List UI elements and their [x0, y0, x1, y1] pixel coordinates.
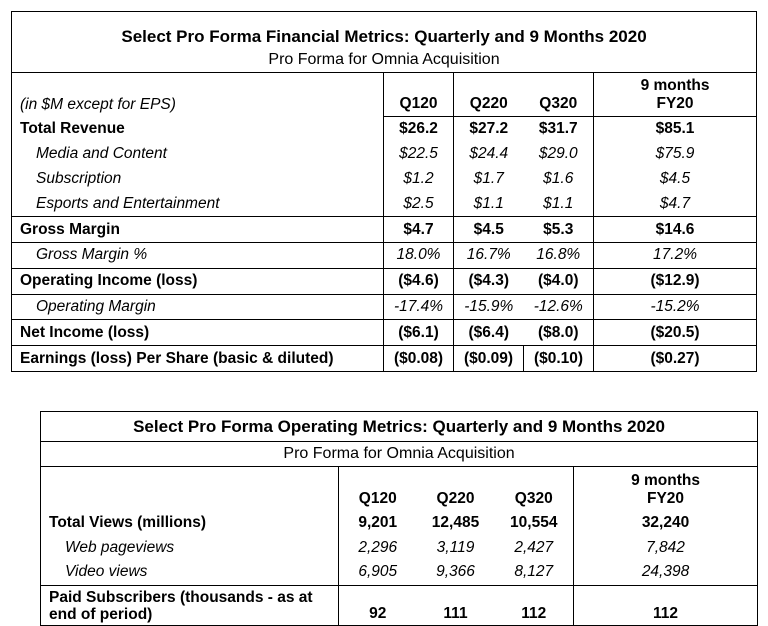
cell-value: 9,201 [339, 511, 417, 536]
table-row-operating-margin [12, 294, 757, 320]
cell-value: $1.2 [384, 167, 454, 192]
cell-value: $1.7 [454, 167, 524, 192]
cell-value: $4.7 [594, 191, 757, 216]
header-spacer [41, 467, 339, 511]
row-label: Net Income (loss) [12, 320, 384, 346]
operating-table-title: Select Pro Forma Operating Metrics: Quarterly and 9 Months 2020 [41, 412, 758, 442]
cell-value: 6,905 [339, 560, 417, 585]
financial-header-row [12, 73, 757, 117]
table-row-subscription [12, 167, 757, 192]
row-label: Esports and Entertainment [12, 191, 384, 216]
cell-value: 3,119 [436, 538, 475, 556]
cell-value: ($0.09) [454, 346, 524, 372]
column-header-q320: Q320 [524, 73, 594, 117]
row-label: Gross Margin [12, 217, 384, 243]
table-row-esports-and-entertainment [12, 191, 757, 216]
row-label: Total Views (millions) [49, 513, 207, 531]
cell-value: ($0.10) [524, 346, 594, 372]
financial-metrics-table [11, 11, 757, 372]
cell-value: 18.0% [384, 242, 454, 268]
cell-value: $27.2 [454, 117, 524, 142]
cell-value: $4.5 [594, 167, 757, 192]
cell-value: ($6.1) [384, 320, 454, 346]
cell-value: $4.7 [384, 217, 454, 243]
cell-value: $22.5 [384, 142, 454, 167]
cell-value: ($6.4) [454, 320, 524, 346]
cell-value: ($8.0) [524, 320, 594, 346]
operating-metrics-table [40, 411, 758, 626]
column-header-q120: Q120 [384, 73, 454, 117]
cell-value: $85.1 [594, 117, 757, 142]
cell-value: 10,554 [510, 513, 558, 531]
cell-value: 9,366 [417, 560, 495, 585]
table-row-net-income [12, 320, 757, 346]
cell-value: ($4.0) [524, 268, 594, 294]
cell-value: $2.5 [384, 191, 454, 216]
column-header-q220: Q220 [454, 73, 524, 117]
operating-table-subtitle: Pro Forma for Omnia Acquisition [41, 442, 758, 467]
cell-value: ($4.6) [384, 268, 454, 294]
row-label: Gross Margin % [12, 242, 384, 268]
financial-table-subtitle: Pro Forma for Omnia Acquisition [12, 48, 757, 73]
cell-value: $29.0 [538, 145, 578, 163]
unit-note: (in $M except for EPS) [20, 95, 176, 113]
cell-value: $31.7 [538, 120, 578, 138]
cell-value: 7,842 [574, 535, 758, 560]
cell-value: 32,240 [574, 511, 758, 536]
column-header-q320: Q320 [514, 489, 553, 507]
row-label: Web pageviews [65, 538, 175, 556]
cell-value: 112 [574, 585, 758, 625]
column-header-q120: Q120 [339, 467, 417, 511]
column-header-9-months-fy20 [594, 73, 757, 117]
row-label: Total Revenue [20, 120, 125, 138]
row-label: Earnings (loss) Per Share (basic & diluted) [20, 349, 334, 367]
table-row-web-pageviews [41, 535, 758, 560]
table-row-total-views [41, 511, 758, 536]
cell-value: 112 [521, 604, 547, 622]
table-row-media-and-content [12, 142, 757, 167]
row-label: Operating Margin [12, 294, 384, 320]
cell-value: ($20.5) [594, 320, 757, 346]
column-header-q220: Q220 [436, 489, 475, 507]
cell-value: ($4.3) [454, 268, 524, 294]
cell-value: ($0.08) [384, 346, 454, 372]
cell-value: 17.2% [594, 242, 757, 268]
cell-value: 2,427 [514, 538, 554, 556]
cell-value: 16.7% [454, 242, 524, 268]
cell-value: $4.5 [454, 217, 524, 243]
fy-header-line2: FY20 [647, 489, 685, 507]
cell-value: 24,398 [574, 560, 758, 585]
cell-value: 92 [339, 585, 417, 625]
fy-header-line1: 9 months [631, 471, 700, 489]
cell-value: -12.6% [524, 294, 594, 320]
table-row-gross-margin-percent [12, 242, 757, 268]
table-row-operating-income [12, 268, 757, 294]
cell-value: -17.4% [384, 294, 454, 320]
cell-value: -15.2% [594, 294, 757, 320]
table-row-eps [12, 346, 757, 372]
cell-value: $1.1 [524, 191, 594, 216]
table-row-gross-margin [12, 217, 757, 243]
cell-value: 16.8% [524, 242, 594, 268]
operating-header-row [41, 467, 758, 511]
cell-value: 12,485 [431, 513, 480, 531]
fy-header-line2: FY20 [656, 95, 694, 112]
table-row-video-views [41, 560, 758, 585]
cell-value: $1.6 [543, 169, 574, 187]
financial-table-title: Select Pro Forma Financial Metrics: Quarterly and 9 Months 2020 [121, 27, 647, 46]
cell-value: ($12.9) [594, 268, 757, 294]
cell-value: ($0.27) [594, 346, 757, 372]
row-label: Video views [41, 560, 339, 585]
row-label: Paid Subscribers (thousands - as at end of period) [49, 588, 313, 623]
table-row-total-revenue [12, 117, 757, 142]
cell-value: -15.9% [454, 294, 524, 320]
cell-value: $14.6 [594, 217, 757, 243]
table-row-paid-subscribers [41, 585, 758, 625]
row-label: Operating Income (loss) [12, 268, 384, 294]
cell-value: $24.4 [454, 142, 524, 167]
row-label: Subscription [36, 169, 122, 187]
cell-value: $26.2 [384, 117, 454, 142]
row-label: Media and Content [36, 145, 167, 163]
column-header-9-months-fy20 [574, 467, 758, 511]
cell-value: 8,127 [495, 560, 574, 585]
cell-value: $5.3 [524, 217, 594, 243]
cell-value: $75.9 [594, 142, 757, 167]
fy-header-line1: 9 months [640, 77, 710, 94]
cell-value: $1.1 [454, 191, 524, 216]
cell-value: 2,296 [339, 535, 417, 560]
cell-value: 111 [443, 604, 468, 622]
